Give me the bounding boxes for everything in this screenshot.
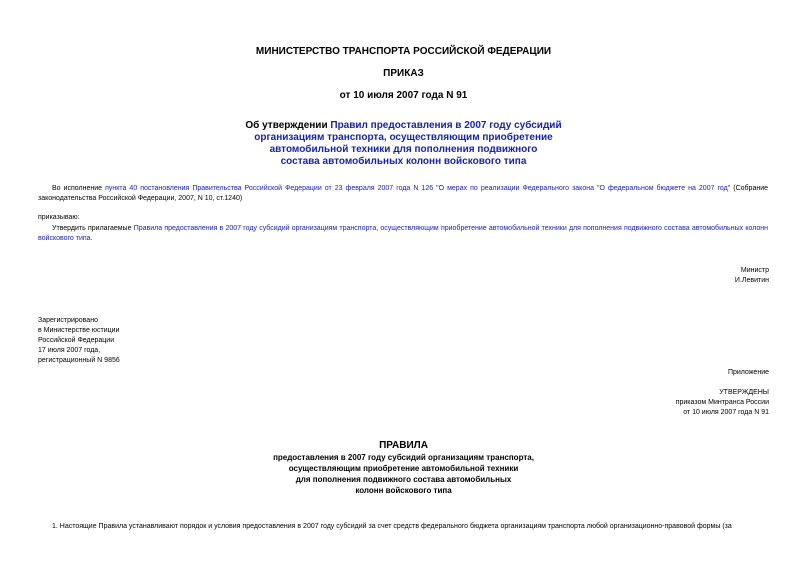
order-word: приказываю: xyxy=(38,214,80,221)
title-prefix: Об утверждении xyxy=(245,120,331,131)
appendix-label: Приложение xyxy=(727,369,769,376)
rules-subtitle-line: колонн войскового типа xyxy=(355,486,452,495)
registration-line: Зарегистрировано xyxy=(38,317,98,324)
order-date-number: от 10 июля 2007 года N 91 xyxy=(339,90,468,101)
approved-rules-link[interactable]: Правила предоставления в 2007 году субсидий организациям транспорта, осуществляющим приобретение автомобильной техники для пополнения подвижного состава автомобильных колонн войскового типа xyxy=(38,225,768,242)
preamble-lead: Во исполнение xyxy=(52,185,106,192)
registration-line: в Министерстве юстиции xyxy=(38,327,120,334)
rules-subtitle xyxy=(0,452,807,496)
minister-name: И.Левитин xyxy=(734,277,769,284)
approve-tail: . xyxy=(90,235,93,242)
approve-lead: Утвердить прилагаемые xyxy=(52,225,134,232)
approve-paragraph xyxy=(38,224,768,244)
title-line-2[interactable]: организациям транспорта, осуществляющим приобретение xyxy=(254,132,553,143)
registration-line: регистрационный N 9856 xyxy=(38,357,120,364)
rules-subtitle-line: осуществляющим приобретение автомобильной техники xyxy=(288,464,519,473)
registration-line: 17 июля 2007 года, xyxy=(38,347,101,354)
preamble-tail: (Собрание законодательства Российской Федерации, 2007, N 10, ст.1240) xyxy=(38,185,769,202)
approval-stamp xyxy=(676,388,769,418)
registration-block xyxy=(38,316,120,366)
government-decree-link[interactable]: пункта 40 постановления Правительства Российской Федерации от 23 февраля 2007 года N 126 "О мерах по реализации Федерального закона "О федеральном бюджете на 2007 год" xyxy=(105,185,731,192)
signature-block xyxy=(735,266,769,286)
approved-date: от 10 июля 2007 года N 91 xyxy=(683,409,769,416)
rules-subtitle-line: предоставления в 2007 году субсидий организациям транспорта, xyxy=(273,453,534,462)
registration-line: Российской Федерации xyxy=(38,337,115,344)
title-line-1 xyxy=(0,120,807,132)
approved-by-order: приказом Минтранса России xyxy=(675,399,769,406)
approved-word: УТВЕРЖДЕНЫ xyxy=(719,389,769,396)
preamble-paragraph xyxy=(38,184,768,204)
doc-type-heading: ПРИКАЗ xyxy=(383,68,424,79)
title-line-4[interactable]: состава автомобильных колонн войскового типа xyxy=(280,156,527,167)
minister-title: Министр xyxy=(740,267,769,274)
clause-1-text: 1. Настоящие Правила устанавливают порядок и условия предоставления в 2007 году субсидий за счет средств федерального бюджета организациям транспорта любой организационно-правовой формы (за xyxy=(52,523,732,530)
order-title xyxy=(0,120,807,168)
clause-1 xyxy=(38,522,773,532)
ministry-heading: МИНИСТЕРСТВО ТРАНСПОРТА РОССИЙСКОЙ ФЕДЕРАЦИИ xyxy=(255,46,552,57)
rules-subtitle-line: для пополнения подвижного состава автомобильных xyxy=(295,475,512,484)
title-line-3[interactable]: автомобильной техники для пополнения подвижного xyxy=(269,144,538,155)
rules-heading: ПРАВИЛА xyxy=(379,440,428,451)
rules-title-link[interactable]: Правил предоставления в 2007 году субсидий xyxy=(330,120,562,131)
